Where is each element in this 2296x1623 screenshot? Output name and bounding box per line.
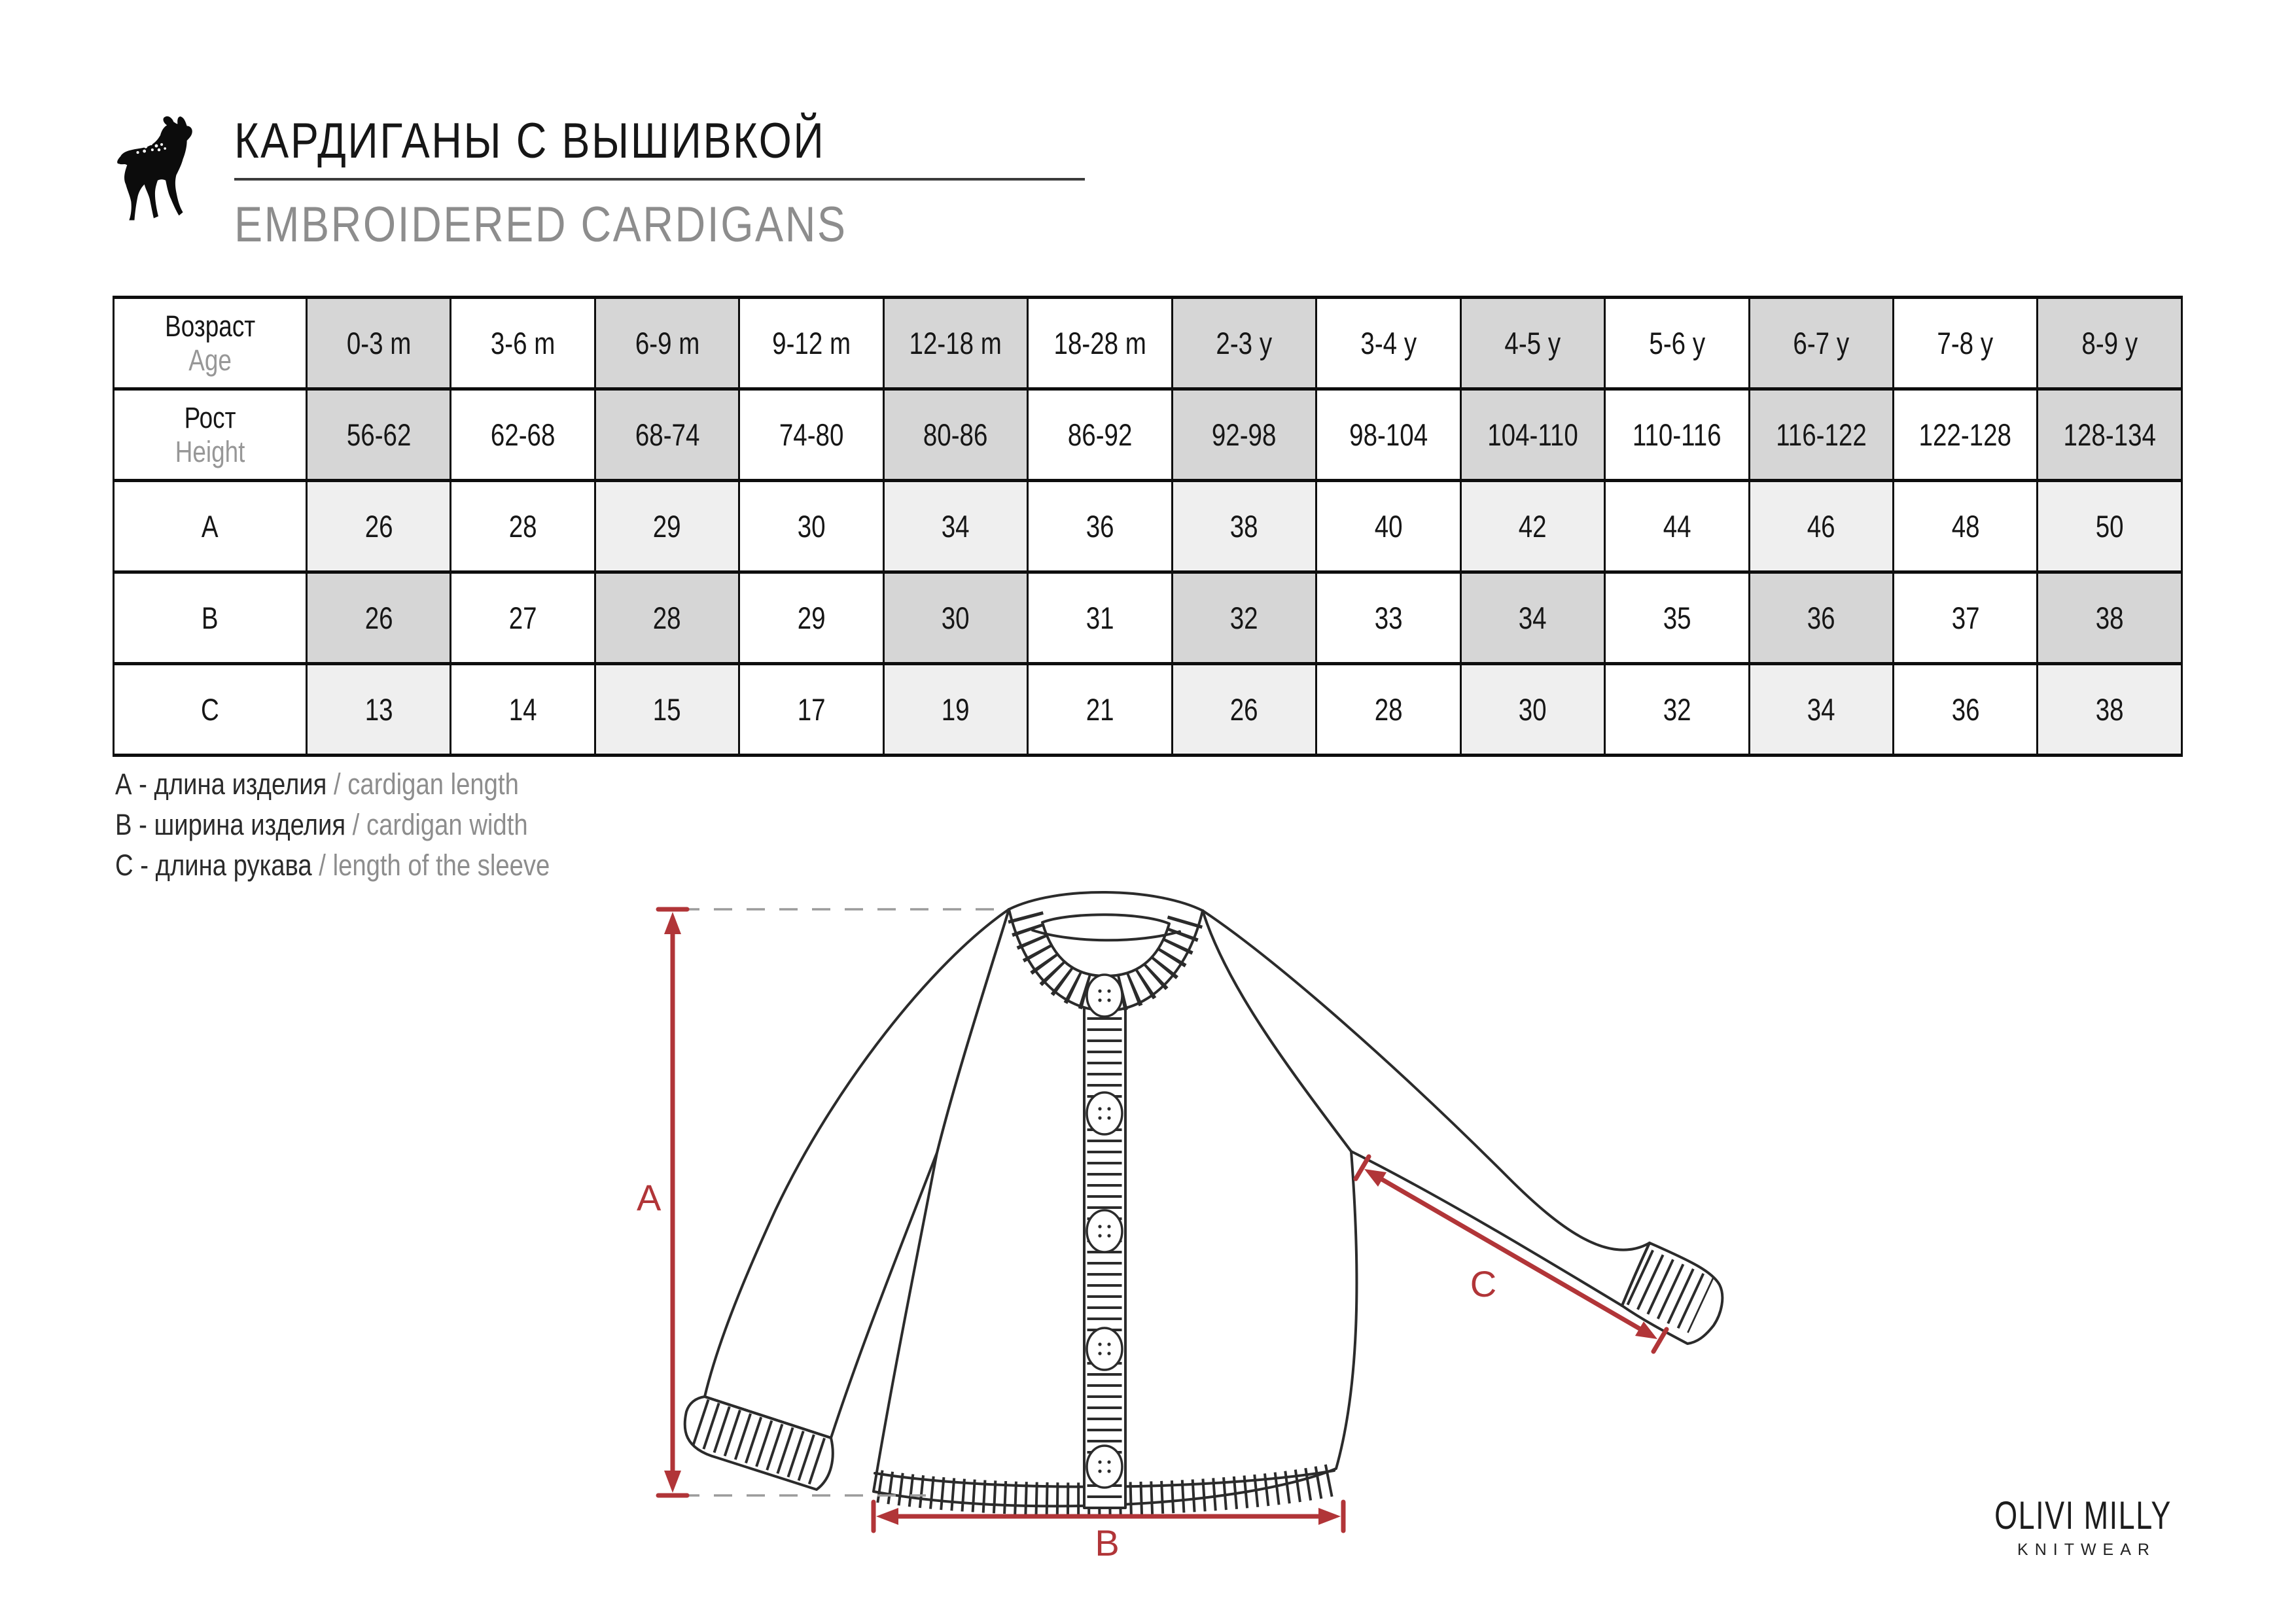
brand-tagline: KNITWEAR — [2017, 1541, 2156, 1559]
table-cell: 5-6 y — [1605, 298, 1749, 389]
row-header-height: Рост Height — [114, 389, 307, 481]
table-row-a — [114, 481, 2182, 572]
table-cell: 29 — [739, 572, 883, 664]
table-cell: 34 — [883, 481, 1027, 572]
table-cell: 30 — [1460, 664, 1604, 756]
table-row-c — [114, 664, 2182, 756]
table-cell: 36 — [1893, 664, 2037, 756]
table-row-b — [114, 572, 2182, 664]
table-cell: 26 — [307, 572, 451, 664]
table-cell: 26 — [307, 481, 451, 572]
table-cell: 128-134 — [2038, 389, 2182, 481]
title-divider — [234, 178, 1085, 181]
table-cell: 48 — [1893, 481, 2037, 572]
table-cell: 38 — [1172, 481, 1316, 572]
table-cell: 56-62 — [307, 389, 451, 481]
label-b: B — [1095, 1522, 1120, 1563]
legend-line-a: A - длина изделия / cardigan length — [115, 767, 519, 801]
table-cell: 29 — [595, 481, 739, 572]
table-cell: 13 — [307, 664, 451, 756]
size-chart-table — [113, 296, 2183, 757]
row-header-b: B — [114, 572, 307, 664]
table-cell: 38 — [2038, 664, 2182, 756]
table-cell: 26 — [1172, 664, 1316, 756]
table-cell: 110-116 — [1605, 389, 1749, 481]
table-cell: 36 — [1028, 481, 1172, 572]
row-header-c: C — [114, 664, 307, 756]
row-header-age: Возраст Age — [114, 298, 307, 389]
table-cell: 50 — [2038, 481, 2182, 572]
table-cell: 28 — [595, 572, 739, 664]
table-cell: 104-110 — [1460, 389, 1604, 481]
table-cell: 9-12 m — [739, 298, 883, 389]
table-cell: 12-18 m — [883, 298, 1027, 389]
table-cell: 34 — [1460, 572, 1604, 664]
table-cell: 8-9 y — [2038, 298, 2182, 389]
table-cell: 21 — [1028, 664, 1172, 756]
label-a: A — [637, 1177, 662, 1218]
table-cell: 30 — [739, 481, 883, 572]
table-cell: 19 — [883, 664, 1027, 756]
table-cell: 68-74 — [595, 389, 739, 481]
table-cell: 7-8 y — [1893, 298, 2037, 389]
measurement-legend — [115, 764, 627, 886]
table-cell: 33 — [1316, 572, 1460, 664]
table-cell: 36 — [1749, 572, 1893, 664]
table-cell: 80-86 — [883, 389, 1027, 481]
button-placket — [1084, 1001, 1125, 1508]
table-cell: 35 — [1605, 572, 1749, 664]
brand-logo — [1971, 1493, 2196, 1571]
table-cell: 30 — [883, 572, 1027, 664]
cardigan-measurement-diagram — [618, 870, 1809, 1563]
page-title-russian: КАРДИГАНЫ С ВЫШИВКОЙ — [234, 113, 826, 169]
table-cell: 4-5 y — [1460, 298, 1604, 389]
table-cell: 32 — [1605, 664, 1749, 756]
table-cell: 32 — [1172, 572, 1316, 664]
table-cell: 15 — [595, 664, 739, 756]
table-cell: 98-104 — [1316, 389, 1460, 481]
table-cell: 122-128 — [1893, 389, 2037, 481]
table-cell: 0-3 m — [307, 298, 451, 389]
table-cell: 2-3 y — [1172, 298, 1316, 389]
table-cell: 62-68 — [451, 389, 595, 481]
table-cell: 18-28 m — [1028, 298, 1172, 389]
table-cell: 14 — [451, 664, 595, 756]
table-cell: 31 — [1028, 572, 1172, 664]
row-header-a: A — [114, 481, 307, 572]
table-cell: 27 — [451, 572, 595, 664]
table-cell: 92-98 — [1172, 389, 1316, 481]
table-cell: 17 — [739, 664, 883, 756]
table-cell: 38 — [2038, 572, 2182, 664]
page-title-english: EMBROIDERED CARDIGANS — [234, 197, 847, 253]
table-row-age — [114, 298, 2182, 389]
table-cell: 46 — [1749, 481, 1893, 572]
table-row-height — [114, 389, 2182, 481]
table-cell: 42 — [1460, 481, 1604, 572]
table-cell: 116-122 — [1749, 389, 1893, 481]
table-cell: 6-7 y — [1749, 298, 1893, 389]
table-cell: 6-9 m — [595, 298, 739, 389]
table-cell: 37 — [1893, 572, 2037, 664]
legend-line-c: C - длина рукава / length of the sleeve — [115, 848, 550, 882]
table-cell: 86-92 — [1028, 389, 1172, 481]
table-cell: 34 — [1749, 664, 1893, 756]
brand-name: OLIVI MILLY — [1994, 1493, 2172, 1537]
table-cell: 3-4 y — [1316, 298, 1460, 389]
table-cell: 28 — [451, 481, 595, 572]
fawn-logo-icon — [115, 115, 202, 225]
table-cell: 44 — [1605, 481, 1749, 572]
table-cell: 40 — [1316, 481, 1460, 572]
label-c: C — [1470, 1263, 1497, 1304]
legend-line-b: B - ширина изделия / cardigan width — [115, 808, 528, 841]
table-cell: 74-80 — [739, 389, 883, 481]
table-cell: 28 — [1316, 664, 1460, 756]
table-cell: 3-6 m — [451, 298, 595, 389]
